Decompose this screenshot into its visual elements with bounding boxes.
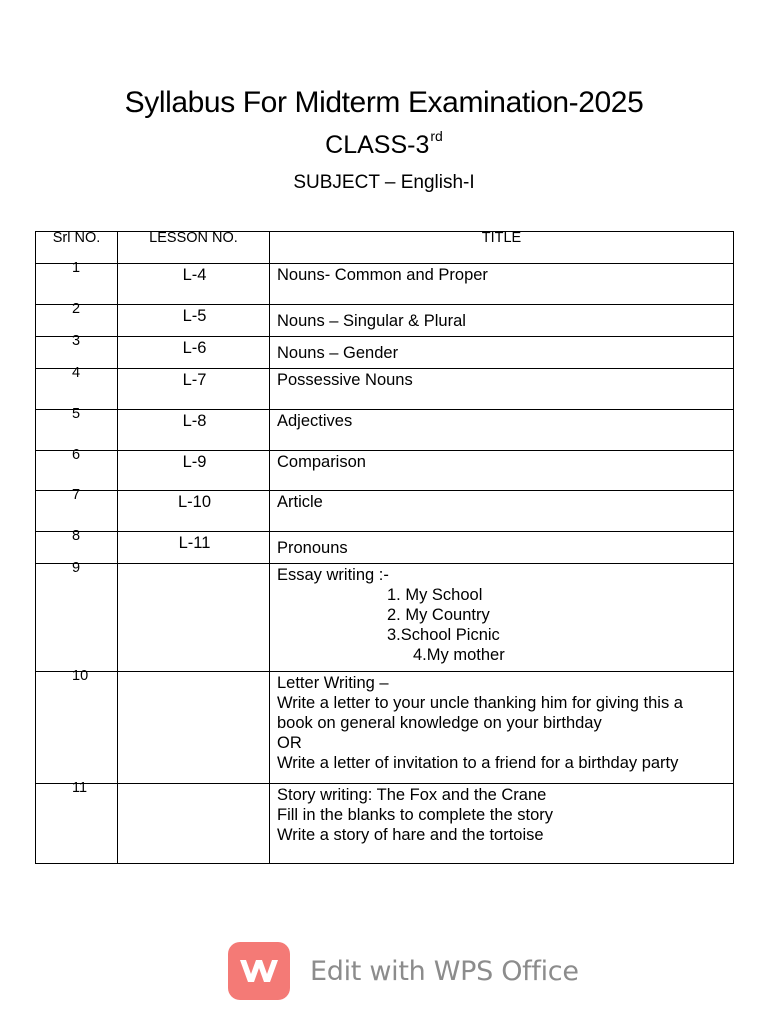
srl-no-cell: 4 [36, 369, 118, 410]
srl-no-cell: 1 [36, 264, 118, 305]
table-header-row [36, 232, 734, 264]
title-cell: Nouns – Singular & Plural [270, 305, 734, 337]
table-row [36, 564, 734, 672]
table-row [36, 337, 734, 369]
table-row [36, 305, 734, 337]
wps-office-logo-icon [228, 942, 290, 1000]
lesson-no-cell: L-6 [118, 337, 270, 369]
srl-no-cell: 6 [36, 451, 118, 491]
essay-topic: 4.My mother [413, 646, 505, 664]
table-row [36, 532, 734, 564]
title-cell: Possessive Nouns [270, 369, 734, 410]
letter-line: book on general knowledge on your birthday [277, 714, 602, 732]
srl-no-cell: 11 [36, 784, 118, 864]
lesson-no-cell: L-4 [118, 264, 270, 305]
title-cell: Nouns- Common and Proper [270, 264, 734, 305]
header-srl-no: Srl NO. [36, 232, 118, 264]
letter-line: Write a letter of invitation to a friend for a birthday party [277, 754, 679, 772]
title-cell: Adjectives [270, 410, 734, 451]
syllabus-table [35, 231, 734, 864]
letter-line: Letter Writing – [277, 674, 389, 692]
lesson-no-cell [118, 564, 270, 672]
lesson-no-cell [118, 784, 270, 864]
title-cell: Comparison [270, 451, 734, 491]
lesson-no-cell: L-8 [118, 410, 270, 451]
lesson-no-cell: L-10 [118, 491, 270, 532]
letter-line: Write a letter to your uncle thanking him for giving this a [277, 694, 683, 712]
srl-no-cell: 2 [36, 305, 118, 337]
title-cell: Pronouns [270, 532, 734, 564]
class-heading [0, 128, 768, 160]
title-cell: Article [270, 491, 734, 532]
lesson-no-cell: L-5 [118, 305, 270, 337]
title-cell: Nouns – Gender [270, 337, 734, 369]
header-lesson-no: LESSON NO. [118, 232, 270, 264]
table-row [36, 369, 734, 410]
class-label: CLASS-3 [325, 131, 430, 159]
story-line: Story writing: The Fox and the Crane [277, 786, 547, 804]
essay-topic: 2. My Country [387, 606, 490, 624]
essay-topic: 1. My School [387, 586, 483, 604]
wps-watermark [228, 942, 579, 1000]
table-row [36, 410, 734, 451]
document-title: Syllabus For Midterm Examination-2025 [124, 86, 644, 119]
srl-no-cell: 3 [36, 337, 118, 369]
srl-no-cell: 7 [36, 491, 118, 532]
table-row [36, 264, 734, 305]
table-row [36, 784, 734, 864]
class-suffix: rd [430, 128, 443, 144]
srl-no-cell: 10 [36, 672, 118, 784]
subject-heading: SUBJECT – English-I [293, 172, 475, 193]
wps-watermark-text: Edit with WPS Office [310, 955, 579, 987]
lesson-no-cell [118, 672, 270, 784]
table-row [36, 451, 734, 491]
essay-topic: 3.School Picnic [387, 626, 500, 644]
header-title: TITLE [270, 232, 734, 264]
srl-no-cell: 8 [36, 532, 118, 564]
table-row [36, 491, 734, 532]
title-cell [270, 564, 734, 672]
essay-heading: Essay writing :- [277, 566, 389, 584]
srl-no-cell: 5 [36, 410, 118, 451]
lesson-no-cell: L-11 [118, 532, 270, 564]
story-line: Write a story of hare and the tortoise [277, 826, 544, 844]
lesson-no-cell: L-7 [118, 369, 270, 410]
story-line: Fill in the blanks to complete the story [277, 806, 554, 824]
lesson-no-cell: L-9 [118, 451, 270, 491]
srl-no-cell: 9 [36, 564, 118, 672]
table-row [36, 672, 734, 784]
title-cell [270, 784, 734, 864]
letter-line: OR [277, 734, 302, 752]
title-cell [270, 672, 734, 784]
